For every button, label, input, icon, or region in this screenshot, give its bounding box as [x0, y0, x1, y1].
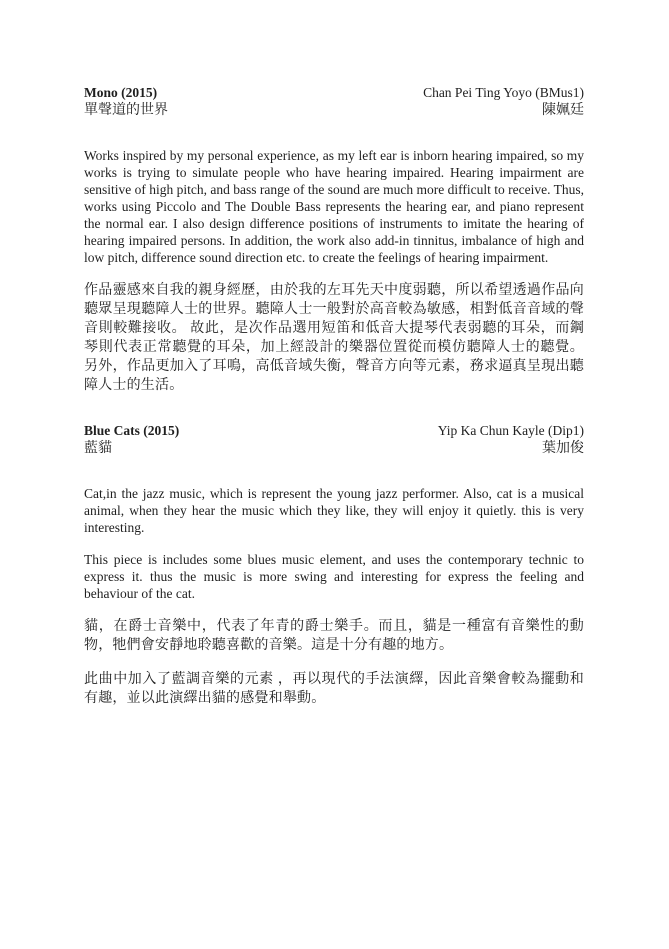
piece-header-row-zh [84, 101, 584, 120]
program-note-en: Works inspired by my personal experience, as my left ear is inborn hearing impaired, so my works is trying to simulate people who have hearing impaired. Hearing impairment are sensitive of high pitch, and bass range of the sound are much more difficult to receive. Thus, works using Piccolo and The Double Bass represents the hearing ear, and piano represent the normal ear. I also design difference positions of instruments to imitate the hearing of hearing impaired persons. In addition, the work also add-in tinnitus, imbalance of high and low pitch, difference sound direction etc. to create the feelings of hearing impairment. [84, 148, 584, 265]
piece-section-mono [84, 84, 584, 395]
program-note-zh: 此曲中加入了藍調音樂的元素 ，再以現代的手法演繹，因此音樂會較為擺動和有趣，並以此演繹出貓的感覺和舉動。 [84, 672, 584, 706]
piece-title: Mono (2015) [84, 85, 158, 100]
piece-header [84, 84, 584, 120]
piece-section-blue-cats [84, 422, 584, 708]
composer-name: Chan Pei Ting Yoyo (BMus1) [423, 85, 584, 100]
program-note-en: This piece is includes some blues music element, and uses the contemporary technic to express it. thus the music is more swing and interesting for express the feeling and behaviour of the cat. [84, 552, 584, 601]
composer-name: Yip Ka Chun Kayle (Dip1) [437, 423, 584, 438]
piece-header [84, 422, 584, 458]
piece-title: Blue Cats (2015) [84, 423, 180, 438]
piece-header-row-en [84, 422, 584, 439]
piece-title-zh: 藍貓 [84, 441, 112, 456]
program-note-zh: 作品靈感來自我的親身經歷，由於我的左耳先天中度弱聽，所以希望透過作品向聽眾呈現聽障人士的世界。聽障人士一般對於高音較為敏感，相對低音音域的聲音則較難接收。 故此，是次作品選用短笛和低音大提琴代表弱聽的耳朵，而鋼琴則代表正常聽覺的耳朵，加上經設計的樂器位置從而模仿聽障人士的聽覺。 另外，作品更加入了耳鳴，高低音域失衡，聲音方向等元素，務求逼真呈現出聽障人士的生活。 [84, 283, 584, 393]
composer-name-zh: 葉加俊 [542, 441, 584, 456]
program-note-zh: 貓，在爵士音樂中，代表了年青的爵士樂手。而且，貓是一種富有音樂性的動物，牠們會安靜地聆聽喜歡的音樂。這是十分有趣的地方。 [84, 619, 584, 653]
program-note-en: Cat,in the jazz music, which is represent the young jazz performer. Also, cat is a musical animal, when they hear the music which they like, they will enjoy it quietly. this is very interesting. [84, 486, 584, 535]
piece-header-row-en [84, 84, 584, 101]
piece-header-row-zh [84, 439, 584, 458]
composer-name-zh: 陳姵廷 [542, 103, 584, 118]
piece-title-zh: 單聲道的世界 [84, 103, 168, 118]
